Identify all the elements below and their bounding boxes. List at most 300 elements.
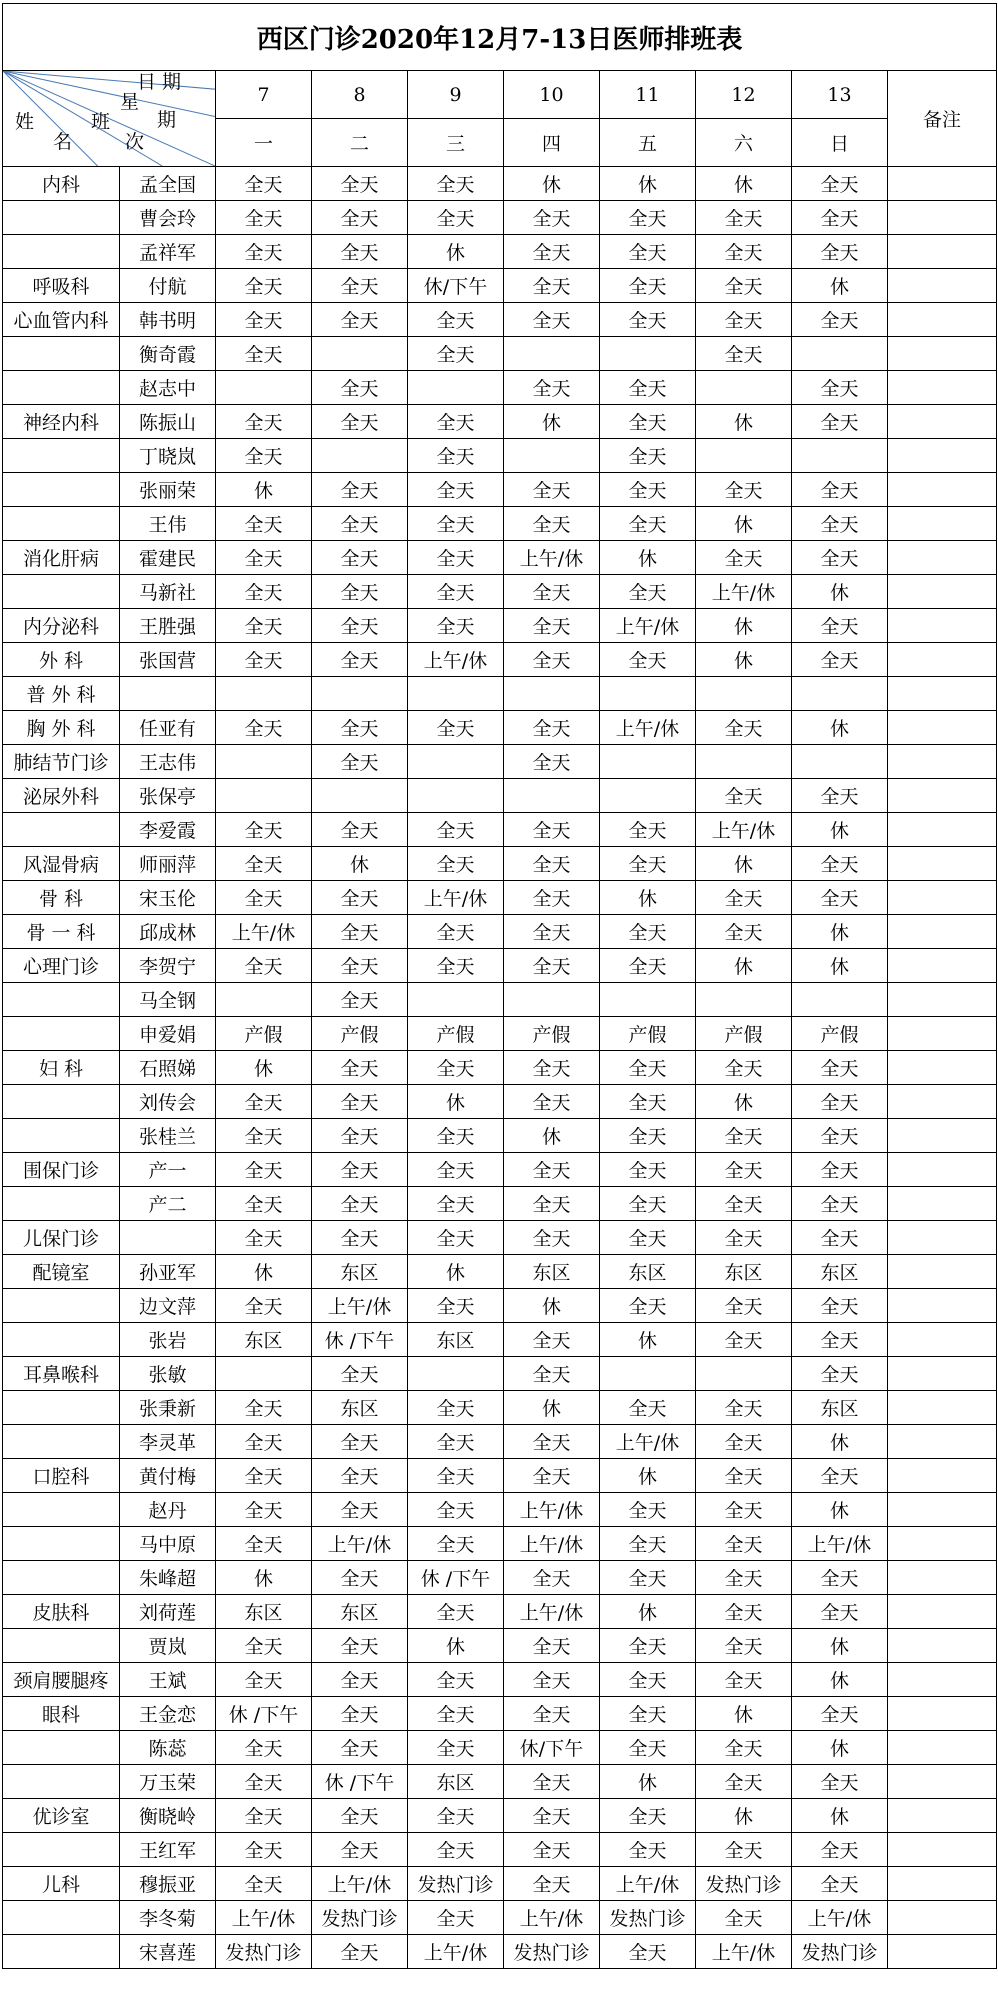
doctor-cell: 霍建民 [120,541,216,575]
shift-cell: 全天 [408,1425,504,1459]
shift-cell: 全天 [216,1663,312,1697]
shift-cell: 全天 [408,201,504,235]
shift-cell: 全天 [600,1561,696,1595]
remark-cell [888,609,997,643]
shift-cell: 全天 [504,643,600,677]
remark-cell [888,405,997,439]
doctor-cell: 陈蕊 [120,1731,216,1765]
table-row [3,1867,997,1901]
shift-cell: 产假 [696,1017,792,1051]
date-header-0: 7 [216,71,312,119]
remark-cell [888,779,997,813]
table-row [3,1017,997,1051]
shift-cell: 全天 [216,813,312,847]
remark-cell [888,881,997,915]
table-row [3,439,997,473]
doctor-cell: 穆振亚 [120,1867,216,1901]
shift-cell: 全天 [408,711,504,745]
doctor-cell: 黄付梅 [120,1459,216,1493]
shift-cell: 上午/休 [408,881,504,915]
shift-cell: 全天 [600,1799,696,1833]
remark-cell [888,1935,997,1969]
table-row [3,1799,997,1833]
shift-cell [600,779,696,813]
shift-cell: 全天 [504,201,600,235]
shift-cell: 全天 [312,1799,408,1833]
department-cell [3,201,120,235]
shift-cell: 全天 [312,813,408,847]
shift-cell [792,337,888,371]
doctor-cell: 张丽荣 [120,473,216,507]
doctor-cell: 邱成林 [120,915,216,949]
shift-cell: 休 [696,643,792,677]
table-row [3,1935,997,1969]
shift-cell: 全天 [696,1425,792,1459]
shift-cell: 全天 [312,609,408,643]
doctor-cell: 孟全国 [120,167,216,201]
department-cell [3,1493,120,1527]
shift-cell: 上午/休 [600,609,696,643]
shift-cell: 全天 [312,1629,408,1663]
shift-cell [408,779,504,813]
shift-cell: 休 [696,1085,792,1119]
shift-cell: 全天 [312,167,408,201]
shift-cell: 全天 [408,439,504,473]
remark-cell [888,1289,997,1323]
shift-cell: 全天 [312,507,408,541]
shift-cell: 休 [792,1799,888,1833]
shift-cell: 产假 [504,1017,600,1051]
shift-cell: 全天 [600,1085,696,1119]
table-row [3,1697,997,1731]
shift-cell: 全天 [216,1085,312,1119]
shift-cell: 全天 [312,1085,408,1119]
weekday-header-2: 三 [408,119,504,167]
remark-cell [888,1051,997,1085]
shift-cell: 全天 [408,1663,504,1697]
shift-cell: 全天 [696,779,792,813]
shift-cell: 全天 [504,609,600,643]
shift-cell: 全天 [792,881,888,915]
shift-cell [504,439,600,473]
department-cell: 肺结节门诊 [3,745,120,779]
doctor-cell: 张岩 [120,1323,216,1357]
shift-cell [312,337,408,371]
table-row [3,1731,997,1765]
table-row [3,609,997,643]
shift-cell: 全天 [792,847,888,881]
shift-cell: 全天 [696,269,792,303]
shift-cell: 全天 [216,439,312,473]
shift-cell: 全天 [504,881,600,915]
shift-cell: 发热门诊 [600,1901,696,1935]
shift-cell: 休 [792,1663,888,1697]
shift-cell: 全天 [408,303,504,337]
shift-cell: 全天 [504,915,600,949]
shift-cell: 全天 [600,915,696,949]
department-cell [3,1323,120,1357]
remark-cell [888,1391,997,1425]
shift-cell [216,779,312,813]
remark-cell [888,1697,997,1731]
shift-cell: 全天 [312,1221,408,1255]
shift-cell: 休 [696,507,792,541]
doctor-cell: 贾岚 [120,1629,216,1663]
table-row [3,337,997,371]
shift-cell [216,371,312,405]
shift-cell: 全天 [792,1357,888,1391]
shift-cell: 全天 [792,1153,888,1187]
shift-cell: 全天 [312,1731,408,1765]
shift-cell: 东区 [312,1255,408,1289]
shift-cell: 全天 [408,915,504,949]
department-cell: 骨 一 科 [3,915,120,949]
shift-cell: 休 [792,915,888,949]
department-cell [3,439,120,473]
shift-cell: 全天 [408,1527,504,1561]
shift-cell: 产假 [792,1017,888,1051]
department-cell: 神经内科 [3,405,120,439]
shift-cell: 全天 [216,609,312,643]
shift-cell: 东区 [216,1323,312,1357]
doctor-cell: 刘传会 [120,1085,216,1119]
shift-cell: 休 [792,813,888,847]
shift-cell: 全天 [408,337,504,371]
shift-cell: 全天 [312,575,408,609]
shift-cell: 东区 [408,1323,504,1357]
remark-cell [888,1119,997,1153]
shift-cell: 产假 [216,1017,312,1051]
shift-cell: 休 [696,405,792,439]
shift-cell: 全天 [504,269,600,303]
shift-cell: 东区 [312,1595,408,1629]
weekday-header-6: 日 [792,119,888,167]
shift-cell: 全天 [696,1391,792,1425]
table-row [3,1595,997,1629]
table-row [3,1901,997,1935]
shift-cell: 全天 [504,1799,600,1833]
date-header-5: 12 [696,71,792,119]
shift-cell: 休 [408,1255,504,1289]
remark-cell [888,1493,997,1527]
shift-cell: 全天 [696,1901,792,1935]
shift-cell: 全天 [600,813,696,847]
shift-cell: 全天 [408,575,504,609]
shift-cell: 休 [600,1765,696,1799]
department-cell [3,473,120,507]
remark-cell [888,1561,997,1595]
shift-cell: 全天 [504,1051,600,1085]
shift-cell: 休 /下午 [312,1323,408,1357]
remark-cell [888,847,997,881]
shift-cell: 休 [408,1629,504,1663]
shift-cell: 全天 [216,1221,312,1255]
shift-cell: 上午/休 [792,1527,888,1561]
department-cell: 心理门诊 [3,949,120,983]
shift-cell: 全天 [504,507,600,541]
table-row [3,1391,997,1425]
table-row [3,1629,997,1663]
shift-cell [312,779,408,813]
remark-cell [888,1221,997,1255]
shift-cell: 全天 [408,949,504,983]
shift-cell: 全天 [504,1833,600,1867]
department-cell [3,1119,120,1153]
shift-cell: 全天 [312,1935,408,1969]
shift-cell: 全天 [504,1187,600,1221]
shift-cell: 全天 [600,643,696,677]
shift-cell: 全天 [216,711,312,745]
shift-cell: 全天 [600,1119,696,1153]
shift-cell: 全天 [696,1765,792,1799]
shift-cell: 休 /下午 [312,1765,408,1799]
shift-cell: 上午/休 [600,1867,696,1901]
remark-cell [888,1901,997,1935]
weekday-header-0: 一 [216,119,312,167]
doctor-cell: 张敏 [120,1357,216,1391]
shift-cell: 上午/休 [312,1867,408,1901]
remark-cell [888,1731,997,1765]
shift-cell: 全天 [600,1731,696,1765]
date-header-6: 13 [792,71,888,119]
table-row [3,1187,997,1221]
shift-cell: 全天 [216,1867,312,1901]
department-cell [3,813,120,847]
shift-cell: 全天 [504,1085,600,1119]
shift-cell: 全天 [792,1051,888,1085]
shift-cell: 全天 [696,337,792,371]
shift-cell: 全天 [312,541,408,575]
shift-cell: 全天 [216,235,312,269]
doctor-cell: 陈振山 [120,405,216,439]
shift-cell [600,983,696,1017]
shift-cell: 休 [696,1697,792,1731]
shift-cell: 全天 [696,1187,792,1221]
shift-cell: 全天 [408,1731,504,1765]
department-cell: 围保门诊 [3,1153,120,1187]
department-cell [3,1901,120,1935]
shift-cell: 全天 [792,1561,888,1595]
table-row [3,269,997,303]
department-cell: 儿保门诊 [3,1221,120,1255]
shift-cell: 全天 [408,1289,504,1323]
table-row [3,575,997,609]
doctor-cell: 产二 [120,1187,216,1221]
remark-cell [888,541,997,575]
shift-cell: 全天 [504,1697,600,1731]
table-row [3,779,997,813]
shift-cell: 全天 [600,1527,696,1561]
shift-cell: 全天 [696,1493,792,1527]
shift-cell: 全天 [312,915,408,949]
shift-cell: 全天 [504,1459,600,1493]
shift-cell [216,983,312,1017]
shift-cell: 全天 [312,1493,408,1527]
shift-cell: 休 [504,1119,600,1153]
table-row [3,1085,997,1119]
shift-cell: 全天 [792,167,888,201]
shift-cell: 全天 [792,1833,888,1867]
remark-cell [888,1629,997,1663]
table-row [3,473,997,507]
shift-cell [216,1357,312,1391]
shift-cell: 全天 [408,1697,504,1731]
table-row [3,1323,997,1357]
shift-cell: 全天 [696,541,792,575]
shift-cell: 上午/休 [600,711,696,745]
remark-cell [888,1527,997,1561]
department-cell [3,1731,120,1765]
doctor-cell: 边文萍 [120,1289,216,1323]
weekday-header-1: 二 [312,119,408,167]
shift-cell: 东区 [504,1255,600,1289]
shift-cell: 全天 [600,575,696,609]
department-cell: 风湿骨病 [3,847,120,881]
shift-cell: 全天 [600,1187,696,1221]
doctor-cell: 孙亚军 [120,1255,216,1289]
shift-cell: 全天 [504,745,600,779]
department-cell: 内科 [3,167,120,201]
doctor-cell: 马新社 [120,575,216,609]
shift-cell: 全天 [792,1765,888,1799]
shift-cell: 休 [216,1051,312,1085]
shift-cell: 全天 [408,1459,504,1493]
shift-cell [216,745,312,779]
doctor-cell: 刘荷莲 [120,1595,216,1629]
table-row [3,541,997,575]
doctor-cell: 王红军 [120,1833,216,1867]
shift-cell: 全天 [696,1527,792,1561]
remark-cell [888,1187,997,1221]
shift-cell [504,779,600,813]
shift-cell: 全天 [408,1119,504,1153]
shift-cell: 休 [504,1289,600,1323]
doctor-cell: 宋喜莲 [120,1935,216,1969]
corner-label-shift1: 班 [91,111,111,133]
shift-cell: 全天 [312,1663,408,1697]
remark-cell [888,745,997,779]
department-cell [3,1765,120,1799]
shift-cell: 全天 [504,303,600,337]
shift-cell: 全天 [408,609,504,643]
doctor-cell [120,1221,216,1255]
shift-cell: 全天 [696,1595,792,1629]
shift-cell: 休 [504,1391,600,1425]
shift-cell: 休 [600,1323,696,1357]
shift-cell: 全天 [600,235,696,269]
shift-cell: 休 [216,1561,312,1595]
doctor-cell: 张国营 [120,643,216,677]
shift-cell: 全天 [696,881,792,915]
department-cell: 心血管内科 [3,303,120,337]
shift-cell: 全天 [600,1289,696,1323]
department-cell [3,1017,120,1051]
shift-cell: 全天 [312,881,408,915]
department-cell: 普 外 科 [3,677,120,711]
doctor-cell: 石照娣 [120,1051,216,1085]
shift-cell [696,439,792,473]
shift-cell: 休 [504,167,600,201]
table-row [3,405,997,439]
shift-cell: 全天 [312,1051,408,1085]
shift-cell [408,677,504,711]
shift-cell: 全天 [312,1459,408,1493]
shift-cell: 休 [696,847,792,881]
shift-cell: 上午/休 [792,1901,888,1935]
shift-cell: 全天 [504,847,600,881]
shift-cell: 全天 [312,371,408,405]
shift-cell: 全天 [312,405,408,439]
shift-cell: 全天 [408,1901,504,1935]
shift-cell: 发热门诊 [312,1901,408,1935]
shift-cell: 全天 [792,201,888,235]
shift-cell: 全天 [696,1833,792,1867]
shift-cell: 休 [792,949,888,983]
department-cell [3,1187,120,1221]
doctor-cell: 王胜强 [120,609,216,643]
shift-cell: 全天 [216,1731,312,1765]
shift-cell: 全天 [312,1697,408,1731]
schedule-sheet [2,3,996,1997]
table-row [3,1221,997,1255]
shift-cell [792,439,888,473]
table-row [3,235,997,269]
shift-cell: 全天 [600,1391,696,1425]
shift-cell: 休 /下午 [216,1697,312,1731]
remark-cell [888,1799,997,1833]
shift-cell: 全天 [408,541,504,575]
shift-cell: 休 [792,575,888,609]
schedule-table [2,3,997,1969]
remark-header: 备注 [888,71,997,167]
shift-cell: 全天 [216,1289,312,1323]
department-cell: 胸 外 科 [3,711,120,745]
shift-cell: 全天 [696,1629,792,1663]
shift-cell: 全天 [408,1391,504,1425]
remark-cell [888,1255,997,1289]
table-row [3,915,997,949]
shift-cell [696,371,792,405]
remark-cell [888,915,997,949]
shift-cell: 休 [600,881,696,915]
shift-cell: 休 [312,847,408,881]
shift-cell: 全天 [216,269,312,303]
shift-cell: 发热门诊 [792,1935,888,1969]
shift-cell: 全天 [504,1561,600,1595]
shift-cell: 全天 [408,405,504,439]
shift-cell: 全天 [408,1799,504,1833]
shift-cell: 全天 [312,1187,408,1221]
shift-cell: 全天 [600,269,696,303]
remark-cell [888,813,997,847]
remark-cell [888,1085,997,1119]
shift-cell: 全天 [792,303,888,337]
remark-cell [888,1357,997,1391]
shift-cell: 上午/休 [312,1527,408,1561]
shift-cell: 全天 [600,405,696,439]
shift-cell: 全天 [792,1459,888,1493]
shift-cell: 全天 [408,1493,504,1527]
remark-cell [888,575,997,609]
shift-cell: 全天 [600,847,696,881]
doctor-cell: 王斌 [120,1663,216,1697]
shift-cell: 全天 [600,1051,696,1085]
department-cell [3,1935,120,1969]
shift-cell: 全天 [696,1323,792,1357]
shift-cell [792,983,888,1017]
shift-cell [696,983,792,1017]
department-cell [3,1085,120,1119]
